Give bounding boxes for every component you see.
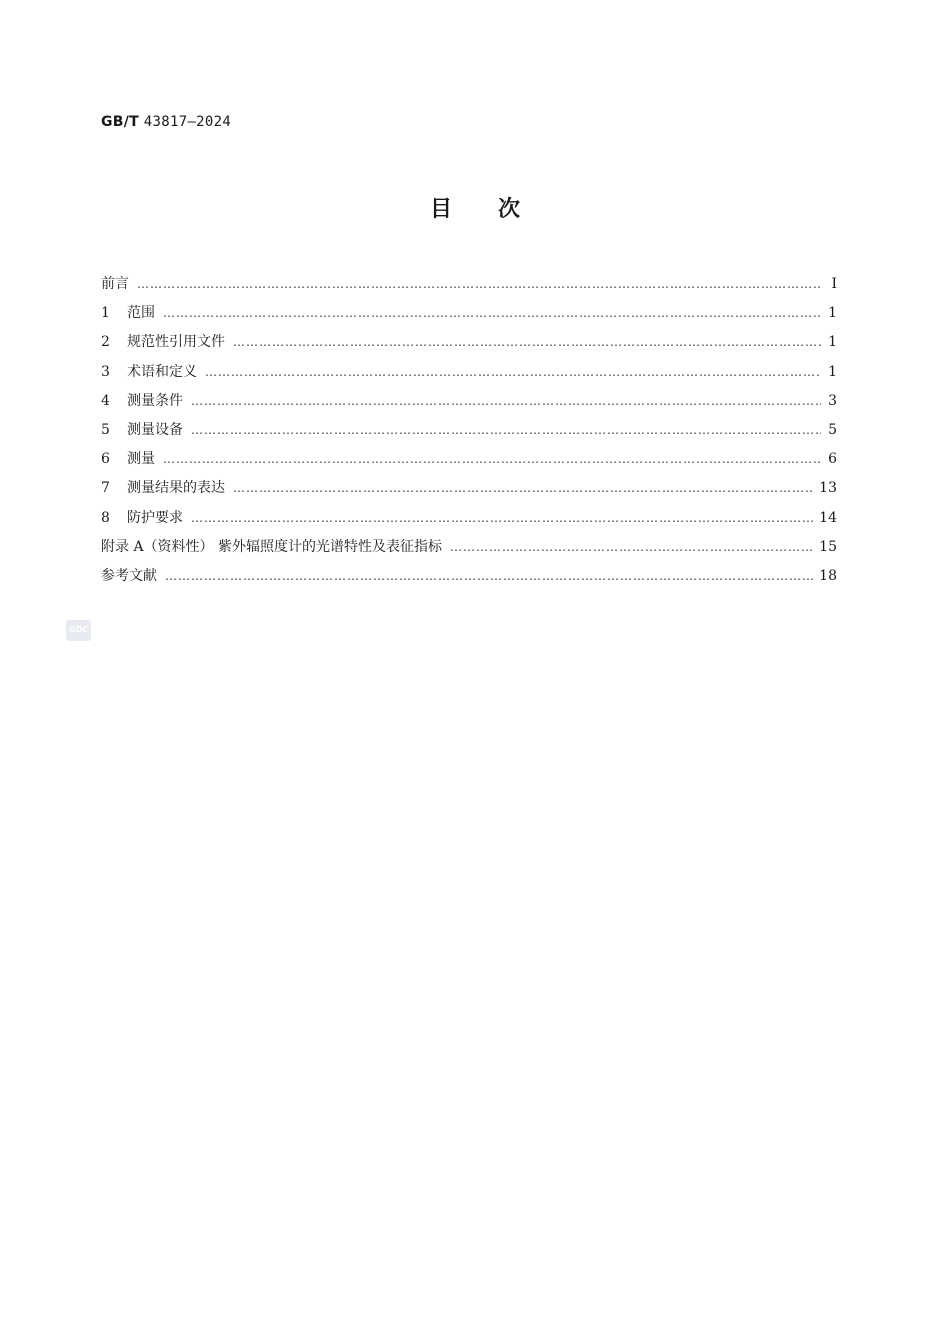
toc-leader	[191, 504, 813, 533]
watermark-logo	[66, 620, 91, 641]
toc-title: 附录 A（资料性） 紫外辐照度计的光谱特性及表征指标	[101, 538, 443, 555]
toc-entry-5[interactable]	[101, 416, 837, 445]
toc-entry-preface[interactable]	[101, 270, 837, 299]
toc-leader	[191, 387, 821, 416]
toc-leader	[450, 533, 813, 562]
toc-number: 3	[101, 363, 110, 380]
toc-entry-references[interactable]	[101, 562, 837, 591]
toc-title: 测量	[127, 451, 155, 468]
toc-page: 13	[819, 480, 837, 497]
toc-leader	[165, 562, 813, 591]
toc-number: 6	[101, 451, 110, 468]
toc-entry-6[interactable]	[101, 445, 837, 474]
toc-entry-1[interactable]	[101, 299, 837, 328]
toc-title: 参考文献	[101, 567, 157, 584]
toc-title: 测量条件	[127, 392, 183, 409]
title-char-1: 目	[429, 197, 452, 222]
toc-entry-appendix-a[interactable]	[101, 533, 837, 562]
toc-leader	[137, 270, 821, 299]
toc-leader	[233, 328, 821, 357]
toc-title: 测量结果的表达	[127, 480, 225, 497]
toc-number: 7	[101, 480, 110, 497]
toc-leader	[163, 445, 821, 474]
toc-number: 8	[101, 509, 110, 526]
toc-page: 1	[828, 305, 837, 322]
toc-page: 6	[828, 451, 837, 468]
toc-page: 5	[828, 421, 837, 438]
toc-page: 15	[819, 538, 837, 555]
toc-number: 2	[101, 334, 110, 351]
toc-page: Ⅰ	[831, 276, 837, 292]
toc-entry-2[interactable]	[101, 328, 837, 357]
toc-title: 防护要求	[127, 509, 183, 526]
toc-number: 4	[101, 392, 110, 409]
toc-page: 3	[828, 392, 837, 409]
toc-entry-4[interactable]	[101, 387, 837, 416]
toc-page: 14	[819, 509, 837, 526]
toc-entry-8[interactable]	[101, 504, 837, 533]
toc-title: 范围	[127, 305, 155, 322]
table-of-contents	[101, 270, 837, 591]
toc-number: 5	[101, 421, 110, 438]
toc-title: 测量设备	[127, 421, 183, 438]
toc-page: 1	[828, 363, 837, 380]
toc-title: 规范性引用文件	[127, 334, 225, 351]
title-char-2: 次	[498, 197, 521, 222]
toc-page: 18	[819, 567, 837, 584]
toc-title: 前言	[101, 276, 129, 292]
toc-entry-3[interactable]	[101, 358, 837, 387]
toc-entry-7[interactable]	[101, 474, 837, 503]
toc-page: 1	[828, 334, 837, 351]
toc-title: 术语和定义	[127, 363, 197, 380]
toc-leader	[233, 474, 813, 503]
page-title	[0, 192, 950, 223]
toc-leader	[163, 299, 821, 328]
toc-leader	[191, 416, 821, 445]
toc-leader	[205, 358, 821, 387]
standard-prefix: GB/T	[101, 114, 140, 130]
document-header	[101, 114, 231, 130]
toc-number: 1	[101, 305, 110, 322]
standard-number: 43817—2024	[143, 114, 232, 130]
